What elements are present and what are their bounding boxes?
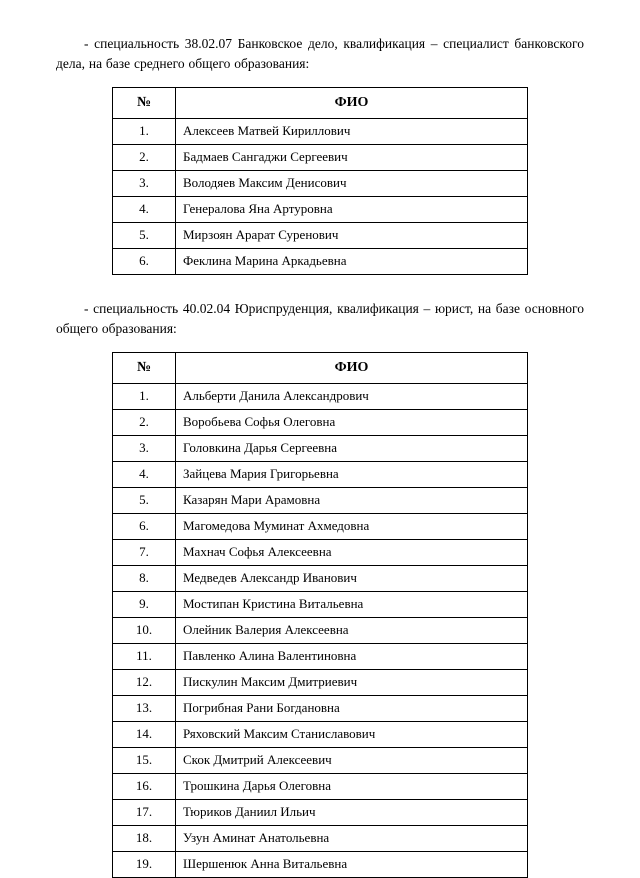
law-specialty-table	[112, 352, 528, 878]
row-fullname: Казарян Мари Арамовна	[176, 488, 528, 514]
row-fullname: Трошкина Дарья Олеговна	[176, 774, 528, 800]
table-row	[113, 852, 528, 878]
row-number: 3.	[113, 436, 176, 462]
row-number: 8.	[113, 566, 176, 592]
row-number: 17.	[113, 800, 176, 826]
table-body	[113, 119, 528, 275]
row-number: 9.	[113, 592, 176, 618]
section-1-paragraph: - специальность 38.02.07 Банковское дело, квалификация – специалист банковского дела, на базе среднего общего образования:	[56, 36, 584, 71]
row-fullname: Махнач Софья Алексеевна	[176, 540, 528, 566]
column-header-number: №	[113, 88, 176, 119]
table-row	[113, 566, 528, 592]
row-number: 2.	[113, 410, 176, 436]
row-number: 1.	[113, 119, 176, 145]
row-fullname: Головкина Дарья Сергеевна	[176, 436, 528, 462]
row-number: 5.	[113, 223, 176, 249]
table-row	[113, 436, 528, 462]
row-number: 19.	[113, 852, 176, 878]
row-number: 18.	[113, 826, 176, 852]
row-number: 14.	[113, 722, 176, 748]
row-fullname: Магомедова Муминат Ахмедовна	[176, 514, 528, 540]
banking-specialty-table	[112, 87, 528, 275]
table-row	[113, 462, 528, 488]
table-row	[113, 800, 528, 826]
table-row	[113, 171, 528, 197]
row-fullname: Мостипан Кристина Витальевна	[176, 592, 528, 618]
table-row	[113, 696, 528, 722]
table-row	[113, 119, 528, 145]
row-number: 5.	[113, 488, 176, 514]
table-head	[113, 353, 528, 384]
table-row	[113, 514, 528, 540]
table-row	[113, 774, 528, 800]
row-fullname: Альберти Данила Александрович	[176, 384, 528, 410]
row-fullname: Тюриков Даниил Ильич	[176, 800, 528, 826]
row-fullname: Зайцева Мария Григорьевна	[176, 462, 528, 488]
table-row	[113, 644, 528, 670]
row-fullname: Погрибная Рани Богдановна	[176, 696, 528, 722]
table-row	[113, 145, 528, 171]
row-number: 16.	[113, 774, 176, 800]
row-number: 4.	[113, 197, 176, 223]
row-fullname: Шершенюк Анна Витальевна	[176, 852, 528, 878]
section-1-table-wrapper	[56, 87, 584, 275]
row-number: 12.	[113, 670, 176, 696]
section-2-table-wrapper	[56, 352, 584, 878]
row-number: 15.	[113, 748, 176, 774]
row-fullname: Воробьева Софья Олеговна	[176, 410, 528, 436]
table-row	[113, 592, 528, 618]
table-header-row	[113, 88, 528, 119]
table-row	[113, 722, 528, 748]
table-header-row	[113, 353, 528, 384]
section-2-paragraph: - специальность 40.02.04 Юриспруденция, квалификация – юрист, на базе основного общего образования:	[56, 301, 584, 336]
row-fullname: Мирзоян Арарат Суренович	[176, 223, 528, 249]
row-number: 4.	[113, 462, 176, 488]
table-row	[113, 197, 528, 223]
row-fullname: Скок Дмитрий Алексеевич	[176, 748, 528, 774]
row-fullname: Павленко Алина Валентиновна	[176, 644, 528, 670]
row-fullname: Бадмаев Сангаджи Сергеевич	[176, 145, 528, 171]
row-fullname: Володяев Максим Денисович	[176, 171, 528, 197]
row-number: 7.	[113, 540, 176, 566]
table-row	[113, 670, 528, 696]
row-number: 1.	[113, 384, 176, 410]
table-row	[113, 384, 528, 410]
table-row	[113, 748, 528, 774]
table-row	[113, 410, 528, 436]
column-header-fullname: ФИО	[176, 353, 528, 384]
table-row	[113, 249, 528, 275]
table-head	[113, 88, 528, 119]
row-number: 11.	[113, 644, 176, 670]
row-fullname: Олейник Валерия Алексеевна	[176, 618, 528, 644]
table-row	[113, 540, 528, 566]
table-row	[113, 223, 528, 249]
row-number: 10.	[113, 618, 176, 644]
table-row	[113, 618, 528, 644]
row-number: 6.	[113, 249, 176, 275]
row-number: 13.	[113, 696, 176, 722]
row-fullname: Ряховский Максим Станиславович	[176, 722, 528, 748]
table-row	[113, 826, 528, 852]
row-fullname: Генералова Яна Артуровна	[176, 197, 528, 223]
row-number: 2.	[113, 145, 176, 171]
table-row	[113, 488, 528, 514]
row-fullname: Феклина Марина Аркадьевна	[176, 249, 528, 275]
row-fullname: Пискулин Максим Дмитриевич	[176, 670, 528, 696]
column-header-number: №	[113, 353, 176, 384]
column-header-fullname: ФИО	[176, 88, 528, 119]
row-number: 6.	[113, 514, 176, 540]
row-fullname: Узун Аминат Анатольевна	[176, 826, 528, 852]
row-fullname: Алексеев Матвей Кириллович	[176, 119, 528, 145]
row-number: 3.	[113, 171, 176, 197]
table-body	[113, 384, 528, 878]
row-fullname: Медведев Александр Иванович	[176, 566, 528, 592]
